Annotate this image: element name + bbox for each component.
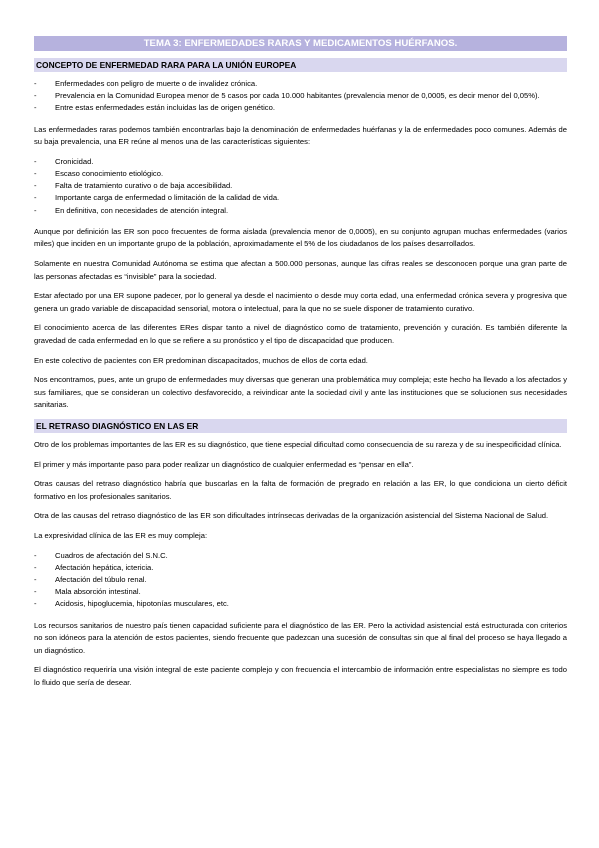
paragraph: El primer y más importante paso para poder realizar un diagnóstico de cualquier enfermedad es “pensar en ella”.: [34, 459, 414, 469]
paragraph: Estar afectado por una ER supone padecer, por lo general ya desde el nacimiento o desde muy corta edad, una enfermedad crónica severa y progresiva que genera un grado variable de discapacidad sensorial, motora o intelectual, para la que no se suele disponer de tratamiento curativo.: [34, 291, 567, 313]
list-item: - Escaso conocimiento etiológico.: [34, 169, 164, 178]
list-item: - Entre estas enfermedades están incluidas las de origen genético.: [34, 103, 275, 113]
paragraph: La expresividad clínica de las ER es muy compleja:: [34, 530, 208, 540]
paragraph: Solamente en nuestra Comunidad Autónoma se estima que afectan a 500.000 personas, aunque las cifras reales se desconocen porque una gran parte de las personas afectadas es “invisible” para la sociedad.: [34, 259, 567, 281]
characteristics-list: [34, 156, 567, 217]
paragraph: Las enfermedades raras podemos también encontrarlas bajo la denominación de enfermedades huérfanas y la de enfermedades poco comunes. Además de su baja prevalencia, una ER reúne al menos una de las características siguientes:: [34, 124, 567, 147]
document-title: TEMA 3: ENFERMEDADES RARAS Y MEDICAMENTOS HUÉRFANOS.: [34, 36, 567, 51]
list-item: - Falta de tratamiento curativo o de baja accesibilidad.: [34, 181, 233, 191]
document-page: [34, 36, 567, 696]
list-item: - Importante carga de enfermedad o limitación de la calidad de vida.: [34, 193, 280, 203]
paragraph: Otra de las causas del retraso diagnóstico de las ER son dificultades intrínsecas derivadas de la organización asistencial del Sistema Nacional de Salud.: [34, 511, 549, 521]
paragraph: Otro de los problemas importantes de las ER es su diagnóstico, que tiene especial dificultad como consecuencia de su rareza y de su inespecificidad clínica.: [34, 439, 562, 449]
section-heading-concept: CONCEPTO DE ENFERMEDAD RARA PARA LA UNIÓN EUROPEA: [34, 58, 567, 72]
clinical-expression-list: [34, 550, 567, 611]
paragraph: Otras causas del retraso diagnóstico habría que buscarlas en la falta de formación de pregrado en relación a las ER, lo que condiciona un cierto déficit formativo en los profesionales sanitarios.: [34, 479, 567, 501]
paragraph: Nos encontramos, pues, ante un grupo de enfermedades muy diversas que generan una problemática muy compleja; este hecho ha llevado a los afectados y sus familiares, que se consideran un colectivo desfavorecido, a reivindicar ante la sociedad civil y ante las instituciones que se solucionen sus necesidades sanitarias.: [34, 375, 567, 410]
paragraph: En este colectivo de pacientes con ER predominan discapacitados, muchos de ellos de corta edad.: [34, 355, 368, 365]
definition-list: [34, 78, 567, 115]
list-item: - Enfermedades con peligro de muerte o de invalidez crónica.: [34, 79, 258, 88]
section-heading-diagnostic-delay: EL RETRASO DIAGNÓSTICO EN LAS ER: [34, 419, 567, 433]
list-item: - Prevalencia en la Comunidad Europea menor de 5 casos por cada 10.000 habitantes (prevalencia menor de 0,0005, es decir menor del 0,05%).: [34, 91, 540, 101]
paragraph: Los recursos sanitarios de nuestro país tienen capacidad suficiente para el diagnóstico de las ER. Pero la actividad asistencial está estructurada con criterios no son idóneos para la atención de estos pacientes, siendo frecuente que padezcan una sucesión de consultas sin que al final del proceso se haya llegado a un diagnóstico.: [34, 620, 567, 655]
paragraph: Aunque por definición las ER son poco frecuentes de forma aislada (prevalencia menor de 0,0005), en su conjunto agrupan muchas enfermedades (varios miles) que inciden en un importante grupo de la población, aproximadamente el 5% de los ciudadanos de los países desarrollados.: [34, 226, 567, 249]
list-item: - Cuadros de afectación del S.N.C.: [34, 550, 168, 560]
list-item: - Cronicidad.: [34, 156, 94, 166]
list-item: - Afectación hepática, ictericia.: [34, 562, 154, 572]
paragraph: El diagnóstico requeriría una visión integral de este paciente complejo y con frecuencia el intercambio de información entre especialistas no siempre es todo lo fluido que sería de desear.: [34, 665, 567, 687]
list-item: - Acidosis, hipoglucemia, hipotonías musculares, etc.: [34, 599, 229, 609]
list-item: - En definitiva, con necesidades de atención integral.: [34, 205, 229, 215]
paragraph: El conocimiento acerca de las diferentes ERes dispar tanto a nivel de diagnóstico como de tratamiento, prevención y curación. Es también diferente la gravedad de cada enfermedad en lo que se refiere a su pronóstico y el tipo de discapacidad que producen.: [34, 323, 567, 345]
list-item: - Afectación del túbulo renal.: [34, 574, 147, 584]
list-item: - Mala absorción intestinal.: [34, 587, 141, 597]
